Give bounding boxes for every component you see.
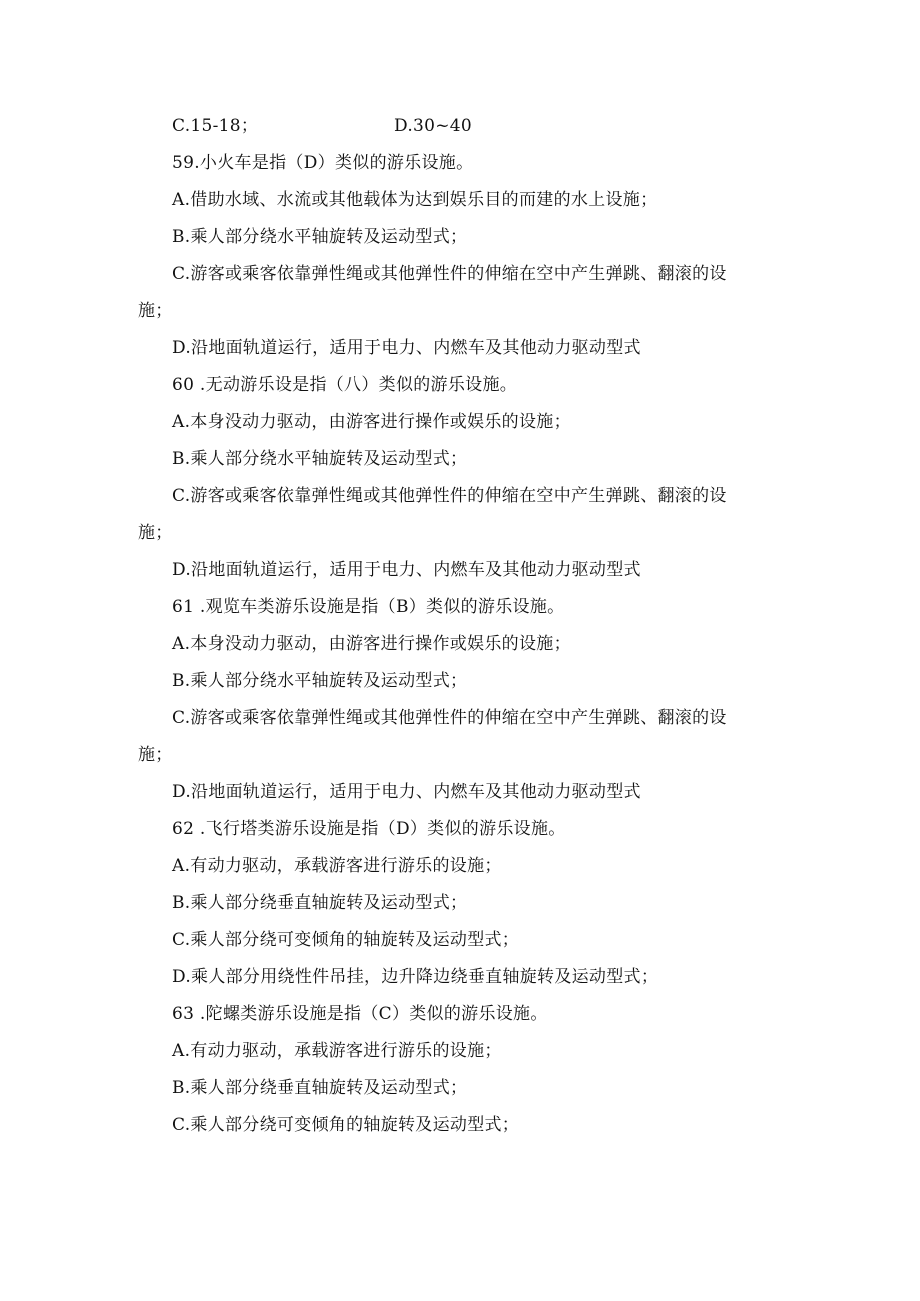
question-61: 61 .观览车类游乐设施是指（B）类似的游乐设施。 bbox=[172, 597, 565, 617]
q59-option-c-cont: 施； bbox=[138, 301, 173, 321]
q59-option-b: B.乘人部分绕水平轴旋转及运动型式； bbox=[172, 227, 468, 247]
question-59: 59.小火车是指（D）类似的游乐设施。 bbox=[172, 153, 474, 173]
q60-option-a: A.本身没动力驱动，由游客进行操作或娱乐的设施； bbox=[172, 412, 571, 432]
q60-option-c-cont: 施； bbox=[138, 523, 173, 543]
q61-option-b: B.乘人部分绕水平轴旋转及运动型式； bbox=[172, 671, 468, 691]
q60-option-d: D.沿地面轨道运行，适用于电力、内燃车及其他动力驱动型式 bbox=[172, 560, 641, 580]
q62-option-d: D.乘人部分用绕性件吊挂，边升降边绕垂直轴旋转及运动型式； bbox=[172, 967, 659, 987]
q61-option-d: D.沿地面轨道运行，适用于电力、内燃车及其他动力驱动型式 bbox=[172, 782, 641, 802]
q63-option-a: A.有动力驱动，承载游客进行游乐的设施； bbox=[172, 1041, 502, 1061]
q63-option-c: C.乘人部分绕可变倾角的轴旋转及运动型式； bbox=[172, 1115, 520, 1135]
q61-option-c: C.游客或乘客依靠弹性绳或其他弹性件的伸缩在空中产生弹跳、翻滚的设 bbox=[172, 708, 727, 728]
q59-option-c: C.游客或乘客依靠弹性绳或其他弹性件的伸缩在空中产生弹跳、翻滚的设 bbox=[172, 264, 727, 284]
q62-option-c: C.乘人部分绕可变倾角的轴旋转及运动型式； bbox=[172, 930, 520, 950]
question-62: 62 .飞行塔类游乐设施是指（D）类似的游乐设施。 bbox=[172, 819, 566, 839]
option-d-prev: D.30~40 bbox=[394, 116, 473, 136]
q60-option-b: B.乘人部分绕水平轴旋转及运动型式； bbox=[172, 449, 468, 469]
q61-option-a: A.本身没动力驱动，由游客进行操作或娱乐的设施； bbox=[172, 634, 571, 654]
q59-option-a: A.借助水域、水流或其他载体为达到娱乐目的而建的水上设施； bbox=[172, 190, 658, 210]
question-63: 63 .陀螺类游乐设施是指（C）类似的游乐设施。 bbox=[172, 1004, 548, 1024]
q61-option-c-cont: 施； bbox=[138, 745, 173, 765]
q63-option-b: B.乘人部分绕垂直轴旋转及运动型式； bbox=[172, 1078, 468, 1098]
option-c-prev: C.15-18； bbox=[172, 116, 259, 136]
q62-option-a: A.有动力驱动，承载游客进行游乐的设施； bbox=[172, 856, 502, 876]
q59-option-d: D.沿地面轨道运行，适用于电力、内燃车及其他动力驱动型式 bbox=[172, 338, 641, 358]
question-60: 60 .无动游乐设是指（八）类似的游乐设施。 bbox=[172, 375, 518, 395]
q62-option-b: B.乘人部分绕垂直轴旋转及运动型式； bbox=[172, 893, 468, 913]
q60-option-c: C.游客或乘客依靠弹性绳或其他弹性件的伸缩在空中产生弹跳、翻滚的设 bbox=[172, 486, 727, 506]
option-line-c-prev bbox=[172, 114, 473, 138]
